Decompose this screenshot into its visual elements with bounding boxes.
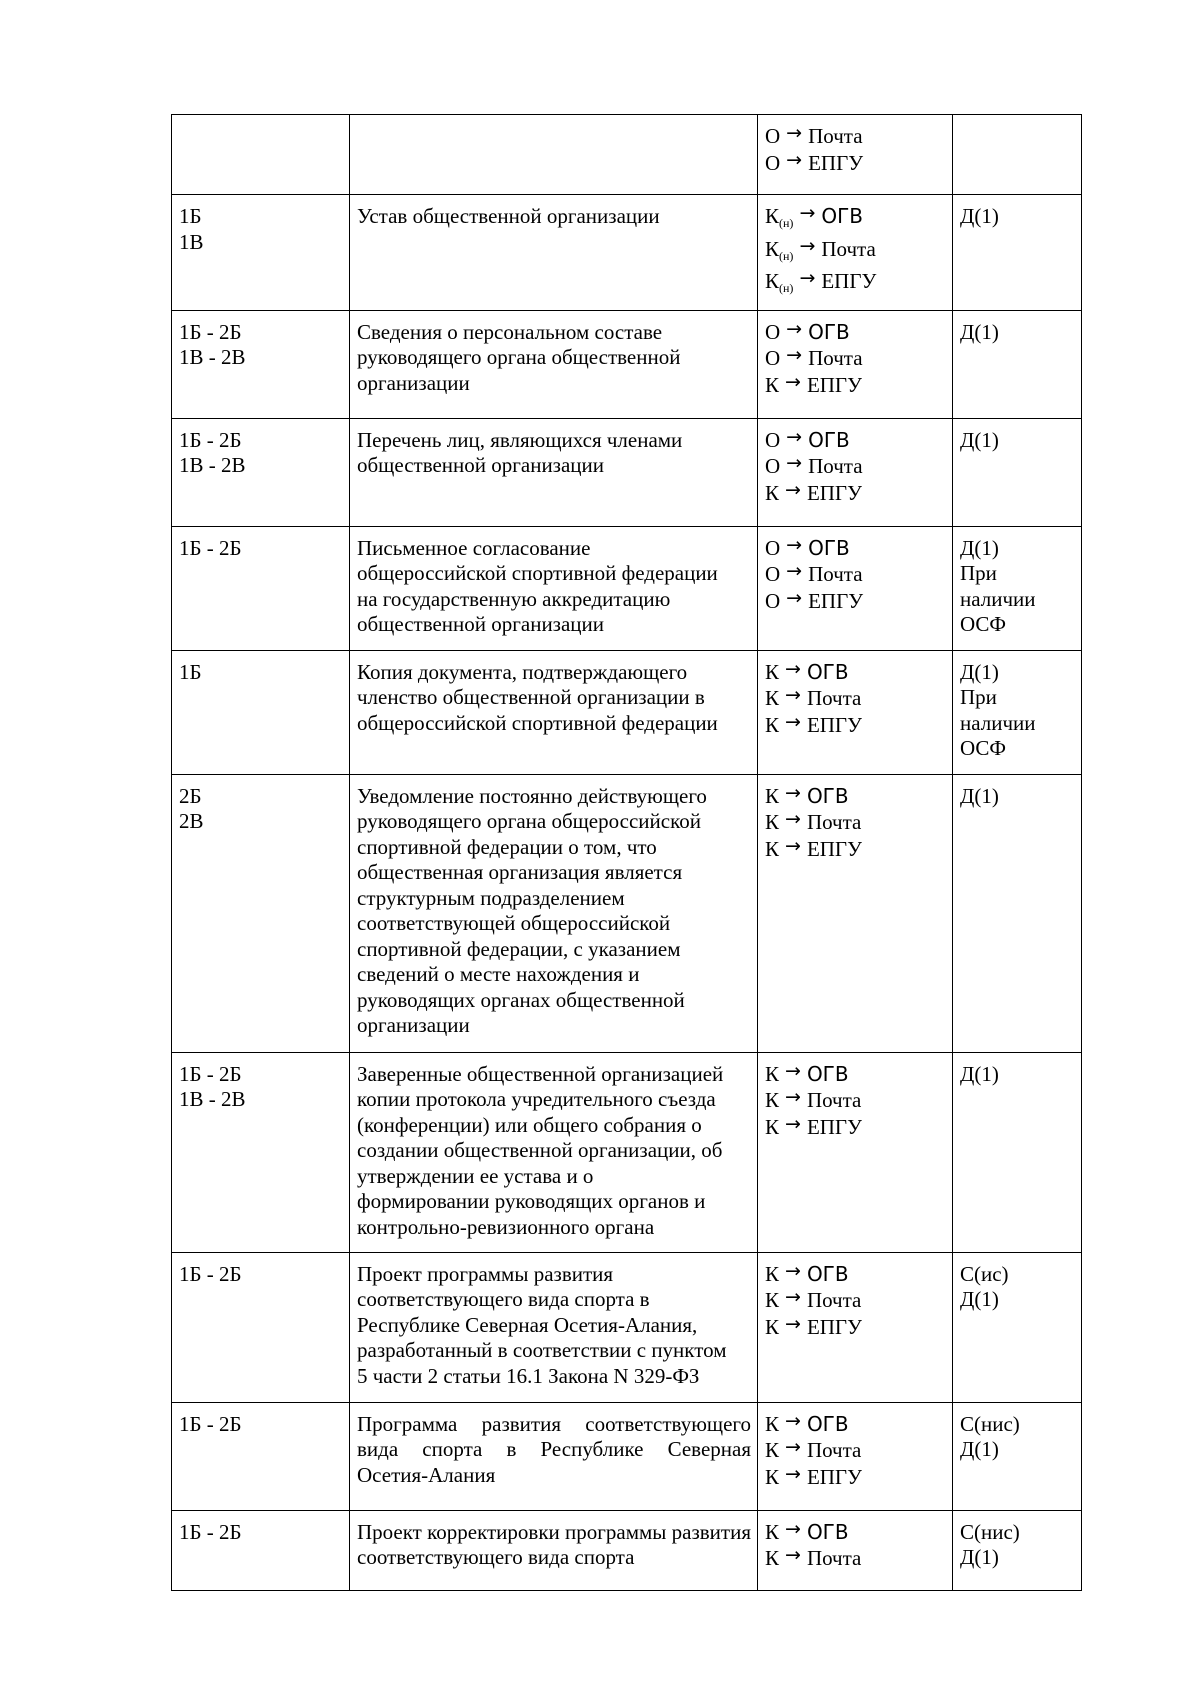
row-description: Проект корректировки программы развития соответствующего вида спорта <box>357 1519 751 1569</box>
row-code: 1В <box>179 229 204 254</box>
row-code: 1Б - 2Б <box>179 1061 242 1086</box>
notes-cell <box>953 1402 1082 1510</box>
row-code: 1Б - 2Б <box>179 535 242 560</box>
row-description: Программа развития соответствующего вида спорта в Республике Северная Осетия-Алания <box>357 1411 751 1487</box>
submission-destination: Почта <box>806 1546 862 1570</box>
notes-cell <box>953 115 1082 195</box>
table-body <box>172 115 1082 1591</box>
submission-destination: ОГВ <box>806 1061 849 1086</box>
row-note: Д(1) <box>960 319 999 344</box>
row-note: При <box>960 685 997 709</box>
description-cell <box>350 115 758 195</box>
submission-routes-cell <box>758 1402 953 1510</box>
code-cell <box>172 1402 350 1510</box>
row-note: Д(1) <box>960 1545 999 1569</box>
document-form: К <box>765 372 780 397</box>
code-cell <box>172 1510 350 1590</box>
arrow-right-icon: → <box>785 1436 801 1458</box>
submission-destination: ОГВ <box>806 783 849 808</box>
submission-destination: ОГВ <box>806 659 849 684</box>
code-cell <box>172 195 350 311</box>
arrow-right-icon: → <box>785 1544 801 1566</box>
document-form: К <box>765 810 780 834</box>
submission-destination: ЕПГУ <box>806 712 862 737</box>
arrow-right-icon: → <box>785 1312 801 1335</box>
submission-routes-cell <box>758 1510 953 1590</box>
submission-route <box>765 269 946 302</box>
document-form: К <box>765 1288 780 1312</box>
row-code: 2Б <box>179 783 202 808</box>
arrow-right-icon: → <box>786 452 803 474</box>
submission-route <box>765 370 946 400</box>
arrow-right-icon: → <box>786 148 803 171</box>
submission-route <box>765 1546 946 1573</box>
arrow-right-icon: → <box>785 1462 801 1485</box>
submission-destination: ЕПГУ <box>808 588 864 613</box>
document-form-qualifier: (н) <box>779 281 794 295</box>
row-note: ОСФ <box>960 736 1007 760</box>
description-cell <box>350 195 758 311</box>
document-form: К <box>765 204 780 228</box>
row-note: Д(1) <box>960 783 999 808</box>
arrow-right-icon: → <box>786 533 803 556</box>
submission-destination: Почта <box>806 1288 862 1312</box>
submission-destination: ОГВ <box>806 1261 849 1286</box>
document-form: К <box>765 269 780 293</box>
notes-cell <box>953 526 1082 650</box>
submission-destination: ОГВ <box>806 1411 849 1436</box>
submission-destination: ЕПГУ <box>806 480 862 505</box>
description-cell <box>350 1252 758 1402</box>
arrow-right-icon: → <box>785 1112 801 1135</box>
arrow-right-icon: → <box>786 122 803 144</box>
row-note: С(нис) <box>960 1411 1020 1436</box>
row-code: 2В <box>179 809 204 833</box>
submission-route <box>765 204 946 237</box>
notes-cell <box>953 418 1082 526</box>
document-form: К <box>765 1261 780 1286</box>
row-note: Д(1) <box>960 204 999 228</box>
table-row <box>172 650 1082 774</box>
document-form: О <box>765 562 781 586</box>
document-form: К <box>765 1088 780 1112</box>
submission-route <box>765 1112 946 1142</box>
arrow-right-icon: → <box>799 234 816 257</box>
row-note: Д(1) <box>960 1287 999 1311</box>
submission-destination: Почта <box>806 810 862 834</box>
notes-cell <box>953 1510 1082 1590</box>
submission-destination: ЕПГУ <box>808 150 864 175</box>
submission-routes-cell <box>758 1252 953 1402</box>
arrow-right-icon: → <box>785 1517 801 1540</box>
submission-destination: ОГВ <box>806 1519 849 1544</box>
notes-cell <box>953 195 1082 311</box>
document-form: К <box>765 1411 780 1436</box>
row-note: С(нис) <box>960 1519 1020 1544</box>
row-code: 1В - 2В <box>179 453 246 477</box>
description-cell <box>350 1402 758 1510</box>
submission-routes-cell <box>758 1052 953 1252</box>
document-form: О <box>765 427 781 452</box>
document-form: О <box>765 150 781 175</box>
document-form: К <box>765 712 780 737</box>
document-form: К <box>765 1464 780 1489</box>
table-row <box>172 1402 1082 1510</box>
arrow-right-icon: → <box>785 478 801 501</box>
document-form: К <box>765 836 780 861</box>
row-note: Д(1) <box>960 535 999 560</box>
submission-routes-cell <box>758 418 953 526</box>
submission-destination: ОГВ <box>808 427 850 452</box>
submission-destination: ЕПГУ <box>806 836 862 861</box>
arrow-right-icon: → <box>785 657 801 680</box>
row-description: Заверенные общественной организацией копии протокола учредительного съезда (конференции) или общего собрания о создании общественной организации, об утверждении ее устава и о формировании руководящих органов и контрольно-ревизионного органа <box>357 1061 724 1239</box>
code-cell <box>172 310 350 418</box>
submission-routes-cell <box>758 115 953 195</box>
description-cell <box>350 526 758 650</box>
row-note: С(ис) <box>960 1261 1009 1286</box>
row-code: 1Б <box>179 204 202 228</box>
code-cell <box>172 418 350 526</box>
row-note: Д(1) <box>960 1437 999 1461</box>
document-form: К <box>765 659 780 684</box>
arrow-right-icon: → <box>786 344 803 366</box>
row-note: Д(1) <box>960 1061 999 1086</box>
notes-cell <box>953 1052 1082 1252</box>
arrow-right-icon: → <box>785 1409 801 1432</box>
row-note: наличии <box>960 710 1036 735</box>
table-row <box>172 195 1082 311</box>
row-note: Д(1) <box>960 659 999 684</box>
row-note: ОСФ <box>960 612 1007 636</box>
submission-routes-cell <box>758 310 953 418</box>
document-form: О <box>765 535 781 560</box>
code-cell <box>172 1052 350 1252</box>
submission-destination: ОГВ <box>821 204 864 228</box>
submission-routes-cell <box>758 526 953 650</box>
document-form: О <box>765 319 781 344</box>
submission-routes-cell <box>758 774 953 1052</box>
notes-cell <box>953 650 1082 774</box>
row-description: Проект программы развития соответствующего вида спорта в Республике Северная Осетия-Алания, разработанный в соответствии с пунктом 5 части 2 статьи 16.1 Закона N 329-ФЗ <box>357 1261 727 1388</box>
document-form: К <box>765 1114 780 1139</box>
submission-route <box>765 710 946 740</box>
table-row <box>172 418 1082 526</box>
description-cell <box>350 774 758 1052</box>
row-code: 1Б - 2Б <box>179 427 242 452</box>
document-form: О <box>765 346 781 370</box>
table-row <box>172 526 1082 650</box>
document-form: О <box>765 454 781 478</box>
description-cell <box>350 650 758 774</box>
row-description: Копия документа, подтверждающего членство общественной организации в общероссийской спортивной федерации <box>357 659 718 735</box>
arrow-right-icon: → <box>786 425 803 448</box>
row-description: Перечень лиц, являющихся членами общественной организации <box>357 427 683 477</box>
submission-destination: Почта <box>808 346 863 370</box>
code-cell <box>172 526 350 650</box>
arrow-right-icon: → <box>786 560 803 582</box>
table-row <box>172 1052 1082 1252</box>
submission-routes-cell <box>758 650 953 774</box>
document-form: К <box>765 1061 780 1086</box>
submission-route <box>765 1462 946 1492</box>
row-code: 1Б - 2Б <box>179 319 242 344</box>
code-cell <box>172 115 350 195</box>
arrow-right-icon: → <box>799 267 816 289</box>
document-form-qualifier: (н) <box>779 248 794 263</box>
submission-route <box>765 1312 946 1342</box>
description-cell <box>350 1510 758 1590</box>
submission-destination: ЕПГУ <box>806 1114 862 1139</box>
notes-cell <box>953 310 1082 418</box>
submission-destination: ОГВ <box>808 319 850 344</box>
table-row <box>172 115 1082 195</box>
arrow-right-icon: → <box>785 808 801 830</box>
arrow-right-icon: → <box>785 781 801 804</box>
row-note: наличии <box>960 586 1036 611</box>
submission-destination: Почта <box>808 124 863 148</box>
code-cell <box>172 650 350 774</box>
document-form: К <box>765 686 780 710</box>
document-form: К <box>765 1314 780 1339</box>
row-description: Уведомление постоянно действующего руководящего органа общероссийской спортивной федерации о том, что общественная организация является структурным подразделением соответствующей общероссийской спортивной федерации, с указанием сведений о месте нахождения и руководящих органах общественной организации <box>357 783 707 1037</box>
table-row <box>172 1252 1082 1402</box>
submission-route <box>765 834 946 864</box>
submission-destination: Почта <box>806 1088 862 1112</box>
arrow-right-icon: → <box>785 1059 801 1082</box>
table-row <box>172 774 1082 1052</box>
notes-cell <box>953 774 1082 1052</box>
document-form: К <box>765 1519 780 1544</box>
row-description: Устав общественной организации <box>357 204 660 228</box>
row-code: 1В - 2В <box>179 345 246 369</box>
document-form: К <box>765 480 780 505</box>
row-code: 1Б - 2Б <box>179 1519 242 1544</box>
row-description: Письменное согласование общероссийской спортивной федерации на государственную аккредитацию общественной организации <box>357 535 718 636</box>
submission-routes-cell <box>758 195 953 311</box>
submission-destination: ЕПГУ <box>806 372 862 397</box>
submission-destination: Почта <box>808 454 863 478</box>
document-form: О <box>765 588 781 613</box>
submission-destination: ЕПГУ <box>806 1464 862 1489</box>
submission-destination: Почта <box>806 1438 862 1462</box>
document-form: К <box>765 236 780 261</box>
submission-destination: ОГВ <box>808 535 850 560</box>
arrow-right-icon: → <box>785 1259 801 1282</box>
arrow-right-icon: → <box>785 370 801 393</box>
row-code: 1Б <box>179 659 202 684</box>
document-form: К <box>765 1438 780 1462</box>
row-code: 1Б - 2Б <box>179 1411 242 1436</box>
arrow-right-icon: → <box>786 586 803 609</box>
submission-destination: ЕПГУ <box>806 1314 862 1339</box>
arrow-right-icon: → <box>799 202 816 224</box>
document-form: О <box>765 124 781 148</box>
document-table <box>171 114 1082 1591</box>
description-cell <box>350 310 758 418</box>
submission-route <box>765 478 946 508</box>
notes-cell <box>953 1252 1082 1402</box>
arrow-right-icon: → <box>786 317 803 340</box>
document-form: К <box>765 783 780 808</box>
row-note: Д(1) <box>960 427 999 452</box>
arrow-right-icon: → <box>785 1286 801 1308</box>
description-cell <box>350 1052 758 1252</box>
submission-route <box>765 234 946 270</box>
submission-destination: Почта <box>821 236 876 261</box>
arrow-right-icon: → <box>785 710 801 733</box>
table-row <box>172 310 1082 418</box>
arrow-right-icon: → <box>785 684 801 706</box>
submission-route <box>765 148 946 178</box>
row-code: 1Б - 2Б <box>179 1261 242 1286</box>
document-form: К <box>765 1546 780 1570</box>
code-cell <box>172 1252 350 1402</box>
document-form-qualifier: (н) <box>779 216 794 230</box>
arrow-right-icon: → <box>785 1086 801 1108</box>
submission-destination: ЕПГУ <box>821 269 877 293</box>
submission-route <box>765 586 946 616</box>
code-cell <box>172 774 350 1052</box>
submission-destination: Почта <box>808 562 863 586</box>
submission-destination: Почта <box>806 686 862 710</box>
row-description: Сведения о персональном составе руководящего органа общественной организации <box>357 319 681 395</box>
description-cell <box>350 418 758 526</box>
row-note: При <box>960 561 997 585</box>
table-row <box>172 1510 1082 1590</box>
row-code: 1В - 2В <box>179 1087 246 1111</box>
arrow-right-icon: → <box>785 834 801 857</box>
